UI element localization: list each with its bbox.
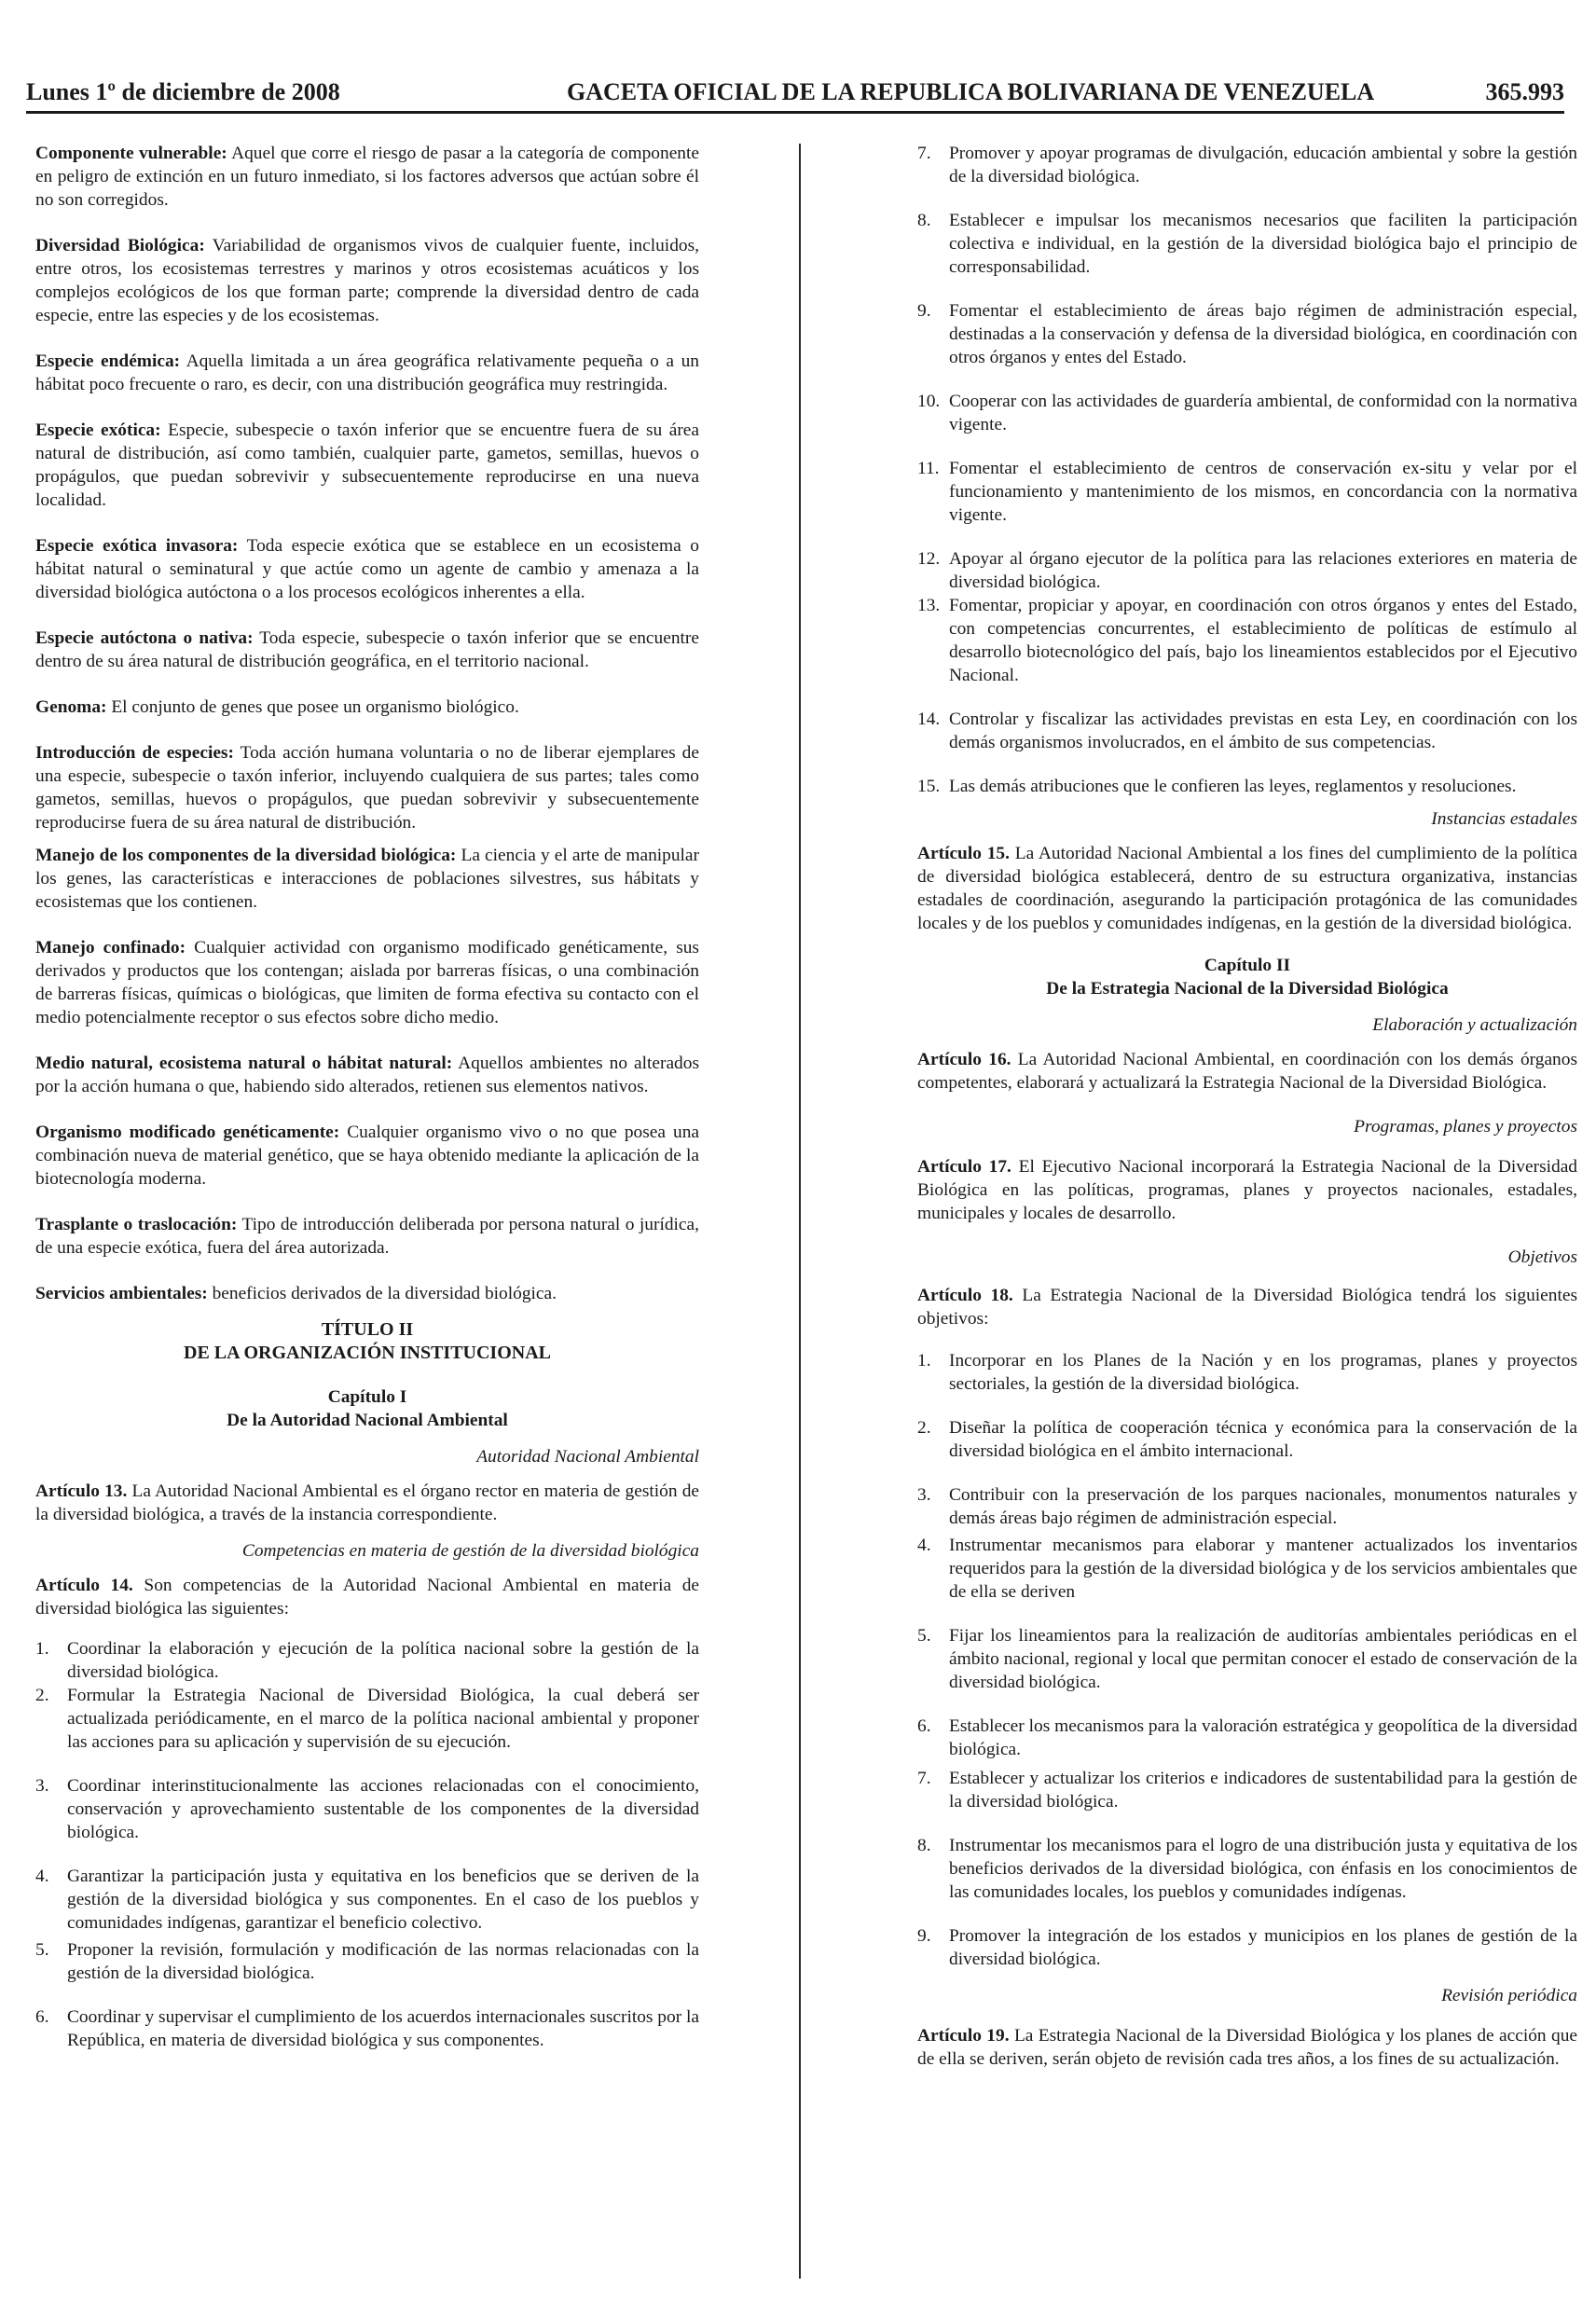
list-item: 12. Apoyar al órgano ejecutor de la política para las relaciones exteriores en materia de diversidad biológica. [917, 549, 1577, 592]
definition-medio-natural: Medio natural, ecosistema natural o hábitat natural: Aquellos ambientes no alterados por la acción humana o que, habiendo sido alterados, retienen sus elementos nativos. [35, 1054, 699, 1096]
left-column [35, 142, 699, 2073]
list-item: 8. Establecer e impulsar los mecanismos necesarios que faciliten la participación colectiva e individual, en la gestión de la diversidad biológica bajo el principio de corresponsabilidad. [917, 211, 1577, 277]
titulo-number: TÍTULO II [321, 1319, 414, 1340]
definition-introduccion-especies: Introducción de especies: Toda acción humana voluntaria o no de liberar ejemplares de una especie, subespecie o taxón inferior, incluyendo cualquiera de sus partes; tales como gametos, semillas, huevos o propágulos, que puedan sobrevivir y subsecuentemente reproducirse fuera de su área natural de distribución. [35, 743, 699, 833]
list-item: 4. Instrumentar mecanismos para elaborar y mantener actualizados los inventarios requeridos para la gestión de la diversidad biológica y de los servicios ambientales que de ella se deriven [917, 1536, 1577, 1602]
definition-organismo-modificado: Organismo modificado genéticamente: Cualquier organismo vivo o no que posea una combinación nueva de material genético, que se haya obtenido mediante la aplicación de la biotecnología moderna. [35, 1123, 699, 1189]
header-rule [26, 111, 1564, 114]
list-item: 3. Coordinar interinstitucionalmente las acciones relacionadas con el conocimiento, conservación y aprovechamiento sustentable de los componentes de la diversidad biológica. [35, 1776, 699, 1842]
articulo-13: Artículo 13. La Autoridad Nacional Ambiental es el órgano rector en materia de gestión de la diversidad biológica, a través de la instancia correspondiente. [35, 1481, 699, 1524]
list-item: 2. Formular la Estrategia Nacional de Diversidad Biológica, la cual deberá ser actualizada periódicamente, en el marco de la política nacional ambiental y proponer las acciones para su aplicación y supervisión de su ejecución. [35, 1686, 699, 1752]
list-item: 10. Cooperar con las actividades de guardería ambiental, de conformidad con la normativa vigente. [917, 392, 1577, 434]
definition-especie-endemica: Especie endémica: Aquella limitada a un área geográfica relativamente pequeña o a un hábitat poco frecuente o raro, es decir, con una distribución geográfica muy restringida. [35, 351, 699, 394]
column-divider [799, 144, 801, 2279]
list-item: 4. Garantizar la participación justa y equitativa en los beneficios que se deriven de la gestión de la diversidad biológica y sus componentes. En el caso de los pueblos y comunidades indígenas, garantizar el beneficio colectivo. [35, 1867, 699, 1933]
list-item: 8. Instrumentar los mecanismos para el logro de una distribución justa y equitativa de los beneficios derivados de la diversidad biológica, con énfasis en los conocimientos de las comunidades locales, los pueblos y comunidades indígenas. [917, 1836, 1577, 1902]
articulo-15: Artículo 15. La Autoridad Nacional Ambiental a los fines del cumplimiento de la política de diversidad biológica establecerá, dentro de su estructura organizativa, instancias estadales de coordinación, asegurando la participación protagónica de las comunidades locales y de los pueblos y comunidades indígenas, en la gestión de la diversidad biológica. [917, 844, 1577, 933]
list-item: 9. Promover la integración de los estados y municipios en los planes de gestión de la diversidad biológica. [917, 1926, 1577, 1969]
list-item: 6. Coordinar y supervisar el cumplimiento de los acuerdos internacionales suscritos por la República, en materia de diversidad biológica y sus componentes. [35, 2007, 699, 2050]
objetivos-list [917, 1349, 1577, 1971]
definition-especie-exotica-invasora: Especie exótica invasora: Toda especie exótica que se establece en un ecosistema o hábitat natural o seminatural y que actúe como un agente de cambio y amenaza a la diversidad biológica autóctona o a los procesos ecológicos inherentes a ella. [35, 536, 699, 602]
titulo-name: DE LA ORGANIZACIÓN INSTITUCIONAL [184, 1343, 551, 1363]
list-item: 13. Fomentar, propiciar y apoyar, en coordinación con otros órganos y entes del Estado, con competencias concurrentes, el establecimiento de políticas de estímulo al desarrollo biotecnológico del país, bajo los lineamientos establecidos por el Ejecutivo Nacional. [917, 596, 1577, 685]
list-item: 15. Las demás atribuciones que le confieren las leyes, reglamentos y resoluciones. [917, 777, 1517, 796]
header-page-number: 365.993 [1485, 78, 1564, 105]
definition-servicios-ambientales: Servicios ambientales: beneficios derivados de la diversidad biológica. [35, 1284, 557, 1303]
list-item: 5. Fijar los lineamientos para la realización de auditorías ambientales periódicas en el ámbito nacional, regional y local que permitan conocer el estado de conservación de la diversidad biológica. [917, 1626, 1577, 1692]
list-item: 2. Diseñar la política de cooperación técnica y económica para la conservación de la diversidad biológica en el ámbito internacional. [917, 1418, 1577, 1461]
capitulo-i-heading [35, 1385, 699, 1432]
list-item: 7. Promover y apoyar programas de divulgación, educación ambiental y sobre la gestión de la diversidad biológica. [917, 144, 1577, 186]
definition-manejo-confinado: Manejo confinado: Cualquier actividad con organismo modificado genéticamente, sus derivados y productos que los contengan; aislada por barreras físicas, o una combinación de barreras físicas, químicas o biológicas, que limiten de forma efectiva su contacto con el medio potencialmente receptor o sus efectos sobre dicho medio. [35, 938, 699, 1027]
page-header [26, 78, 1564, 110]
capitulo-name: De la Autoridad Nacional Ambiental [227, 1411, 508, 1430]
articulo-16: Artículo 16. La Autoridad Nacional Ambiental, en coordinación con los demás órganos competentes, elaborará y actualizará la Estrategia Nacional de la Diversidad Biológica. [917, 1050, 1577, 1093]
list-item: 11. Fomentar el establecimiento de centros de conservación ex-situ y velar por el funcionamiento y mantenimiento de los mismos, en concordancia con la normativa vigente. [917, 459, 1577, 525]
list-item: 5. Proponer la revisión, formulación y modificación de las normas relacionadas con la gestión de la diversidad biológica. [35, 1940, 699, 1983]
header-title: GACETA OFICIAL DE LA REPUBLICA BOLIVARIANA DE VENEZUELA [567, 78, 1375, 105]
subheading-competencias: Competencias en materia de gestión de la diversidad biológica [241, 1541, 699, 1561]
list-item: 7. Establecer y actualizar los criterios e indicadores de sustentabilidad para la gestión de la diversidad biológica. [917, 1769, 1577, 1812]
subheading-elaboracion: Elaboración y actualización [1372, 1015, 1577, 1035]
definition-genoma: Genoma: El conjunto de genes que posee un organismo biológico. [35, 697, 519, 717]
list-item: 14. Controlar y fiscalizar las actividades previstas en esta Ley, en coordinación con los demás organismos involucrados, en el ámbito de sus competencias. [917, 710, 1577, 752]
definition-componente-vulnerable: Componente vulnerable: Aquel que corre el riesgo de pasar a la categoría de componente en peligro de extinción en un futuro inmediato, si los factores adversos que actúan sobre él no son corregidos. [35, 144, 699, 210]
subheading-programas: Programas, planes y proyectos [1354, 1117, 1577, 1137]
capitulo-number: Capítulo II [1204, 956, 1291, 975]
subheading-revision-periodica: Revisión periódica [1441, 1986, 1577, 2005]
list-item: 3. Contribuir con la preservación de los parques nacionales, monumentos naturales y demás áreas bajo régimen de administración especial. [917, 1485, 1577, 1528]
capitulo-ii-heading [917, 954, 1577, 1000]
list-item: 1. Coordinar la elaboración y ejecución de la política nacional sobre la gestión de la diversidad biológica. [35, 1639, 699, 1682]
competencias-list-continued [917, 142, 1577, 798]
articulo-17: Artículo 17. El Ejecutivo Nacional incorporará la Estrategia Nacional de la Diversidad Biológica en las políticas, programas, planes y proyectos nacionales, estadales, municipales y locales de desarrollo. [917, 1157, 1577, 1223]
right-column [917, 142, 1577, 2084]
definition-especie-autoctona: Especie autóctona o nativa: Toda especie, subespecie o taxón inferior que se encuentre dentro de su área natural de distribución geográfica, en el territorio nacional. [35, 628, 699, 671]
subheading-objetivos: Objetivos [1507, 1247, 1577, 1267]
capitulo-number: Capítulo I [327, 1387, 407, 1407]
subheading-autoridad: Autoridad Nacional Ambiental [476, 1447, 699, 1467]
definition-trasplante: Trasplante o traslocación: Tipo de introducción deliberada por persona natural o jurídica, de una especie exótica, fuera del área autorizada. [35, 1215, 699, 1258]
definition-manejo-componentes: Manejo de los componentes de la diversidad biológica: La ciencia y el arte de manipular los genes, las características e interacciones de poblaciones silvestres, sus hábitats y ecosistemas que los contienen. [35, 846, 699, 912]
articulo-18: Artículo 18. La Estrategia Nacional de la Diversidad Biológica tendrá los siguientes objetivos: [917, 1286, 1578, 1329]
competencias-list [35, 1637, 699, 2052]
subheading-instancias-estadales: Instancias estadales [1431, 809, 1577, 829]
definition-especie-exotica: Especie exótica: Especie, subespecie o taxón inferior que se encuentre fuera de su área natural de distribución, así como también, cualquier parte, gametos, semillas, huevos o propágulos, que puedan sobrevivir y subsecuentemente reproducirse en una nueva localidad. [35, 420, 699, 510]
list-item: 9. Fomentar el establecimiento de áreas bajo régimen de administración especial, destinadas a la conservación y defensa de la diversidad biológica, en coordinación con otros órganos y entes del Estado. [917, 301, 1577, 367]
articulo-19: Artículo 19. La Estrategia Nacional de la Diversidad Biológica y los planes de acción que de ella se deriven, serán objeto de revisión cada tres años, a los fines de su actualización. [917, 2026, 1578, 2069]
capitulo-name: De la Estrategia Nacional de la Diversidad Biológica [1046, 979, 1449, 999]
titulo-heading [35, 1318, 699, 1365]
definition-diversidad-biologica: Diversidad Biológica: Variabilidad de organismos vivos de cualquier fuente, incluidos, entre otros, los ecosistemas terrestres y marinos y otros ecosistemas acuáticos y los complejos ecológicos de los que forman parte; comprende la diversidad dentro de cada especie, entre las especies y de los ecosistemas. [35, 236, 699, 325]
list-item: 6. Establecer los mecanismos para la valoración estratégica y geopolítica de la diversidad biológica. [917, 1716, 1577, 1759]
list-item: 1. Incorporar en los Planes de la Nación y en los programas, planes y proyectos sectoriales, la gestión de la diversidad biológica. [917, 1351, 1577, 1394]
header-date: Lunes 1º de diciembre de 2008 [26, 78, 340, 105]
articulo-14: Artículo 14. Son competencias de la Autoridad Nacional Ambiental en materia de diversidad biológica las siguientes: [35, 1576, 700, 1619]
